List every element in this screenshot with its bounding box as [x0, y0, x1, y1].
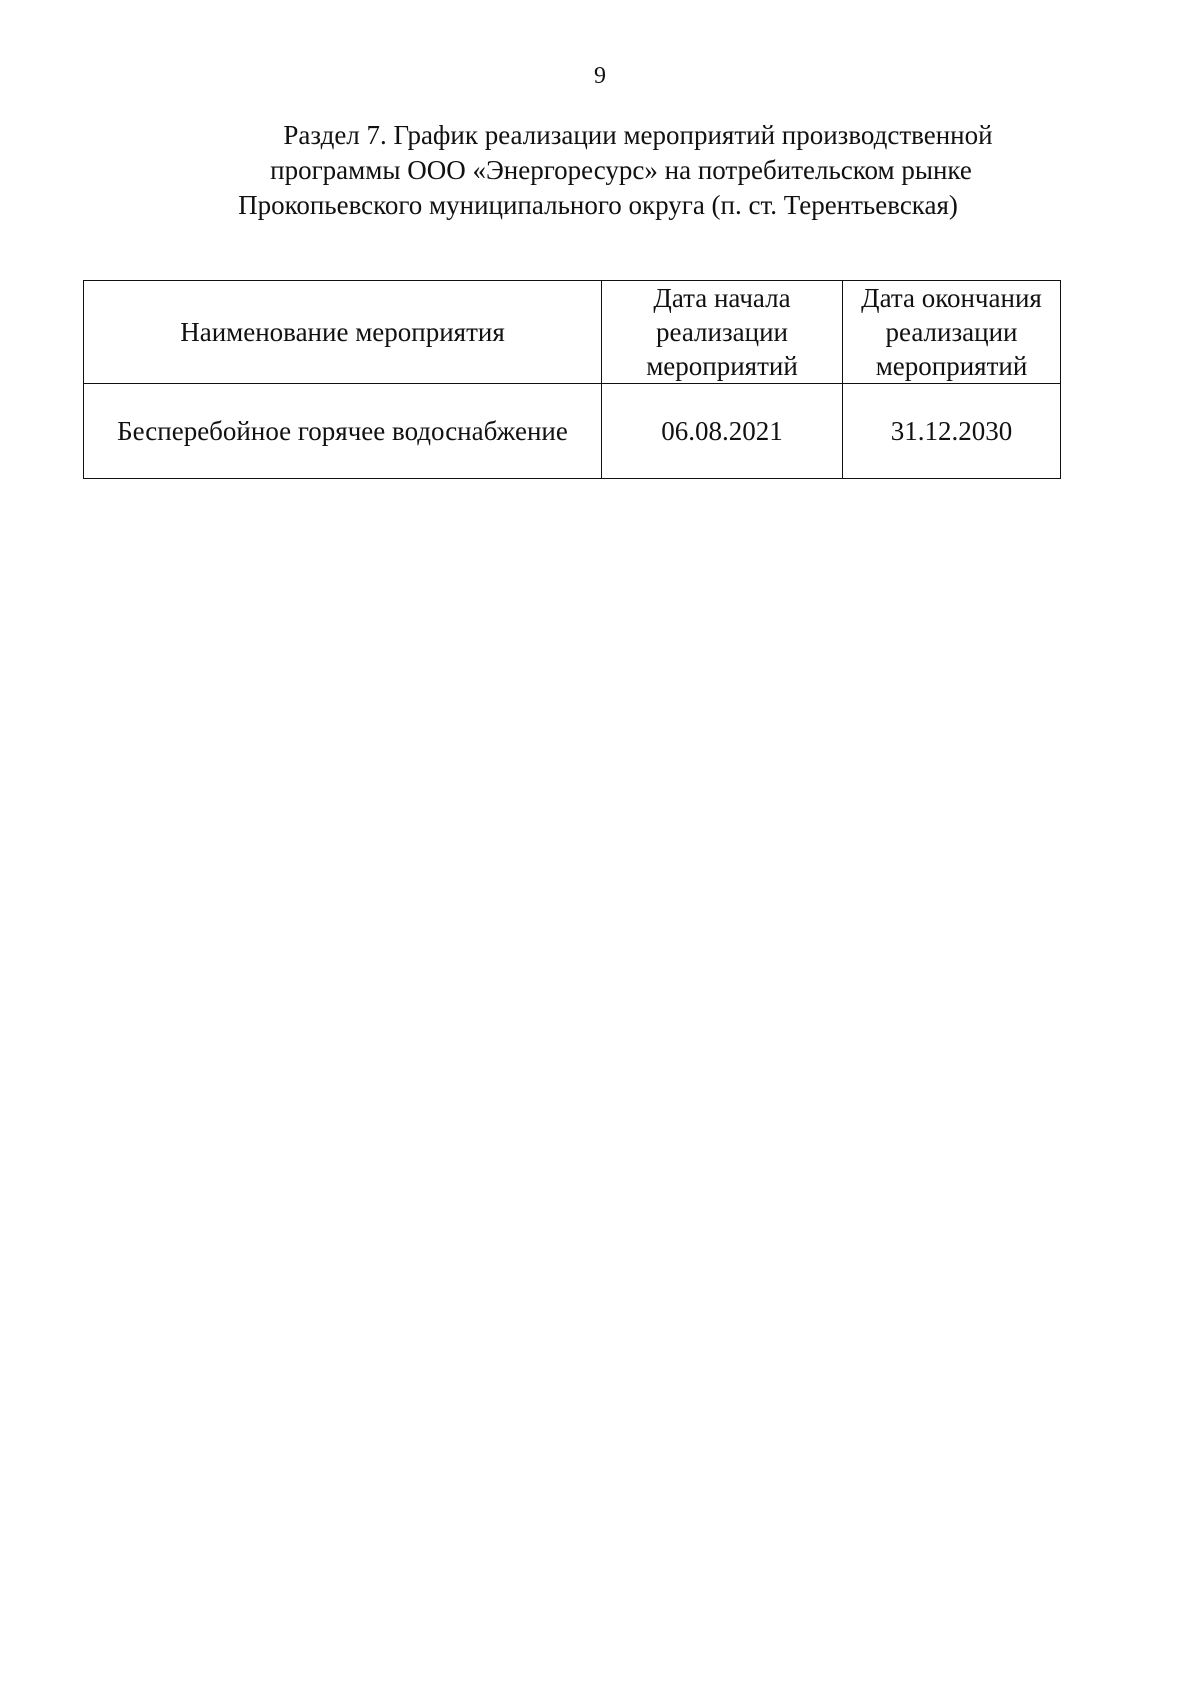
heading-line-2: программы ООО «Энергоресурс» на потребительском рынке — [270, 155, 972, 185]
table-header-row — [84, 281, 1061, 384]
header-event-name: Наименование мероприятия — [84, 281, 602, 384]
header-start-date-line-3: мероприятий — [646, 351, 798, 381]
header-start-date — [602, 281, 843, 384]
header-start-date-line-1: Дата начала — [653, 283, 791, 313]
table-row — [84, 384, 1061, 479]
end-date-cell: 31.12.2030 — [843, 384, 1061, 479]
event-name-cell: Бесперебойное горячее водоснабжение — [84, 384, 602, 479]
page-number: 9 — [594, 63, 606, 89]
header-end-date-line-3: мероприятий — [875, 351, 1028, 381]
start-date-cell: 06.08.2021 — [602, 384, 843, 479]
events-schedule-table — [83, 280, 1061, 479]
heading-line-3: Прокопьевского муниципального округа (п. ст. Терентьевская) — [238, 190, 958, 220]
header-end-date-line-2: реализации — [885, 317, 1018, 347]
header-end-date — [843, 281, 1061, 384]
section-heading — [0, 118, 1200, 223]
header-start-date-line-2: реализации — [656, 317, 788, 347]
heading-line-1: Раздел 7. График реализации мероприятий производственной — [283, 120, 993, 150]
header-end-date-line-1: Дата окончания — [861, 283, 1042, 313]
